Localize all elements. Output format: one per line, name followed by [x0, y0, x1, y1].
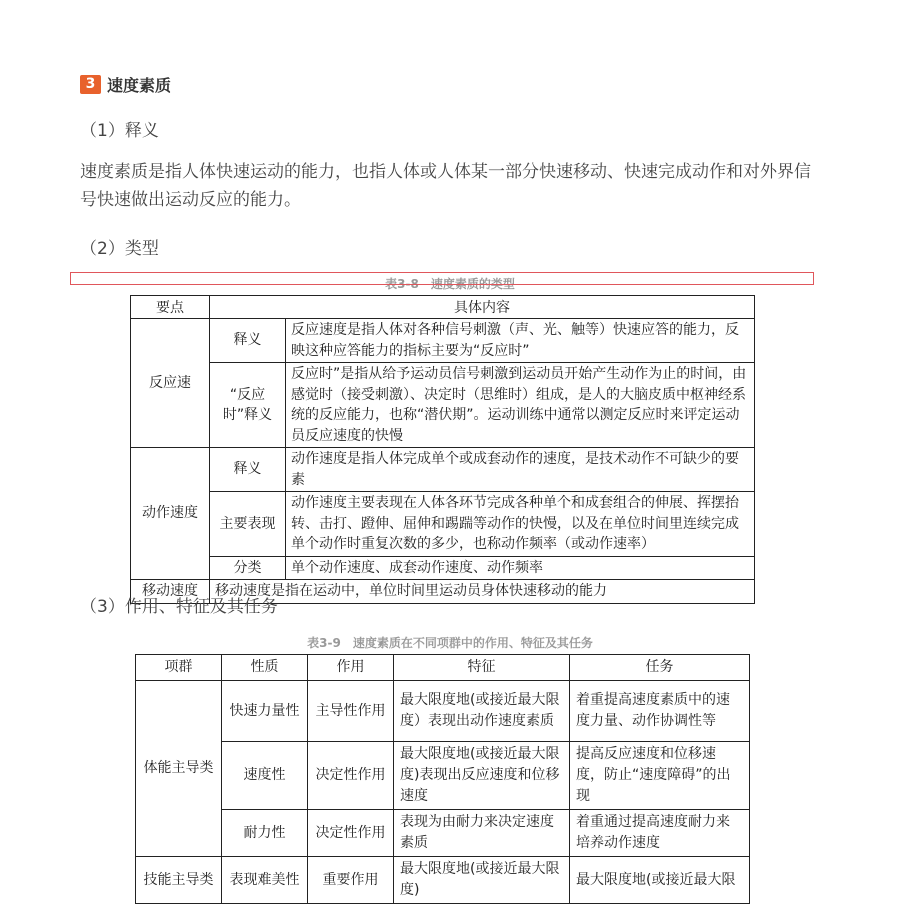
- group-label: 体能主导类: [136, 681, 222, 857]
- table-cell: 速度性: [222, 742, 308, 810]
- table-header-cell: 要点: [131, 296, 210, 319]
- group-label: 技能主导类: [136, 857, 222, 904]
- selection-highlight-box: [70, 272, 814, 285]
- table-cell: 重要作用: [308, 857, 394, 904]
- table-cell: 决定性作用: [308, 810, 394, 857]
- table-row: [136, 655, 750, 681]
- table-row: [131, 296, 755, 319]
- table-row: [136, 857, 750, 904]
- table-row: [136, 742, 750, 810]
- table-cell: 着重通过提高速度耐力来培养动作速度: [570, 810, 750, 857]
- table-cell: 着重提高速度素质中的速度力量、动作协调性等: [570, 681, 750, 742]
- table-cell: 最大限度地(或接近最大限度)表现出反应速度和位移速度: [394, 742, 570, 810]
- table-cell: 提高反应速度和位移速度，防止“速度障碍”的出现: [570, 742, 750, 810]
- table-row: [136, 681, 750, 742]
- table-cell: 快速力量性: [222, 681, 308, 742]
- table-row: [131, 556, 755, 580]
- table-cell: 最大限度地(或接近最大限度): [394, 857, 570, 904]
- table-cell: 动作速度主要表现在人体各环节完成各种单个和成套组合的伸展、挥摆抬转、击打、蹬伸、屈伸和踢踹等动作的快慢，以及在单位时间里连续完成单个动作时重复次数的多少，也称动作频率（或动作速率）: [286, 492, 755, 557]
- table-cell: 单个动作速度、成套动作速度、动作频率: [286, 556, 755, 580]
- definition-paragraph: 速度素质是指人体快速运动的能力，也指人体或人体某一部分快速移动、快速完成动作和对外界信号快速做出运动反应的能力。: [80, 162, 811, 210]
- row-label-reaction: 反应速: [131, 319, 210, 448]
- table-cell: 移动速度是指在运动中，单位时间里运动员身体快速移动的能力: [210, 580, 755, 604]
- sub-label: 释义: [210, 319, 286, 363]
- table-cell: 动作速度是指人体完成单个或成套动作的速度，是技术动作不可缺少的要素: [286, 448, 755, 492]
- table-row: [136, 810, 750, 857]
- sub-label: 释义: [210, 448, 286, 492]
- table-row: [131, 319, 755, 363]
- table1-caption: 表3-8 速度素质的类型: [385, 277, 515, 291]
- table-cell: 反应速度是指人体对各种信号刺激（声、光、触等）快速应答的能力，反映这种应答能力的指标主要为“反应时”: [286, 319, 755, 363]
- subheading-roles: （3）作用、特征及其任务: [80, 597, 278, 617]
- table-header-cell: 性质: [222, 655, 308, 681]
- table-header-cell: 作用: [308, 655, 394, 681]
- sub-label: 主要表现: [210, 492, 286, 557]
- table-header-cell: 具体内容: [210, 296, 755, 319]
- table-cell: 表现难美性: [222, 857, 308, 904]
- table-cell: 最大限度地(或接近最大限: [570, 857, 750, 904]
- row-label-action: 动作速度: [131, 448, 210, 580]
- sub-label: “反应时”释义: [210, 363, 286, 448]
- section-title: 速度素质: [107, 76, 172, 95]
- table-header-cell: 任务: [570, 655, 750, 681]
- table-row: [131, 448, 755, 492]
- table-cell: 反应时”是指从给予运动员信号刺激到运动员开始产生动作为止的时间，由感觉时（接受刺激）、决定时（思维时）组成，是人的大脑皮质中枢神经系统的反应能力，也称“潜伏期”。运动训练中通常以测定反应时来评定运动员反应速度的快慢: [286, 363, 755, 448]
- table-cell: 最大限度地(或接近最大限度）表现出动作速度素质: [394, 681, 570, 742]
- table-header-cell: 特征: [394, 655, 570, 681]
- table-cell: 决定性作用: [308, 742, 394, 810]
- table2-caption: 表3-9 速度素质在不同项群中的作用、特征及其任务: [307, 636, 593, 650]
- table-cell: 主导性作用: [308, 681, 394, 742]
- subheading-definition: （1）释义: [80, 121, 159, 141]
- speed-types-table: [130, 295, 755, 604]
- table-row: [131, 363, 755, 448]
- section-number-badge: 3: [80, 75, 101, 94]
- section-header: [80, 73, 171, 96]
- table-cell: 耐力性: [222, 810, 308, 857]
- table-cell: 表现为由耐力来决定速度素质: [394, 810, 570, 857]
- subheading-types: （2）类型: [80, 239, 159, 259]
- row-label-move: 移动速度: [131, 580, 210, 604]
- speed-roles-table: [135, 654, 750, 904]
- sub-label: 分类: [210, 556, 286, 580]
- table-row: [131, 492, 755, 557]
- table-header-cell: 项群: [136, 655, 222, 681]
